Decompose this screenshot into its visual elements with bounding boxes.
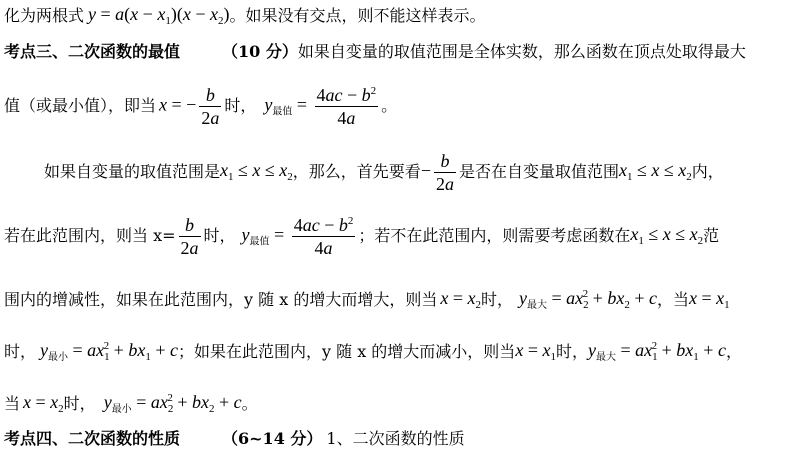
text: 是否在自变量取值范围 — [458, 162, 619, 181]
formula-vertex: $\frac{b}{2a}$ — [180, 214, 199, 258]
formula-x-eq-x1: $x = x_1$ — [688, 288, 730, 311]
text: 。 — [381, 96, 398, 115]
line-4 — [44, 146, 724, 198]
text: 如果自变量的取值范围是全体实数，那么函数在顶点处取得最大 — [297, 42, 746, 61]
line-1 — [4, 4, 486, 28]
text: 。如果没有交点，则不能这样表示。 — [229, 6, 486, 25]
text: 时， — [4, 342, 37, 361]
section-score-3: （10 分） — [222, 42, 298, 61]
formula-two-roots: $y = a(x - x_1)(x - x_2)$ — [88, 4, 230, 27]
formula-y-min-x1: $y_{最小} = ax_1^2 + bx_1 + c$ — [40, 340, 178, 363]
line-3 — [4, 80, 397, 132]
text: ；若不在此范围内，则需要考虑函数在 — [358, 226, 631, 245]
text: 若在此范围内，则当 x= — [4, 226, 176, 245]
formula-range: $x_1 \le x \le x_2$ — [220, 160, 293, 183]
formula-y-min-x2: $y_{最小} = ax_2^2 + bx_2 + c$ — [103, 392, 242, 415]
text: 。 — [241, 394, 258, 413]
formula-extreme-value: $y_{最值}$ = $\frac{4ac - b^2}{4a}$ — [241, 214, 354, 258]
formula-x-eq-x2: $x = x_2$ — [23, 392, 64, 415]
text: ，当 — [656, 290, 689, 309]
formula-x-eq-x1: $x = x_1$ — [515, 340, 556, 363]
line-6 — [4, 288, 730, 312]
text: 时， — [203, 226, 236, 245]
text: ，那么，首先要看 — [292, 162, 421, 181]
text: 值（或最小值），即当 — [4, 96, 157, 115]
text: 当 — [4, 394, 21, 413]
text: 如果自变量的取值范围是 — [44, 162, 221, 181]
line-5 — [4, 210, 719, 262]
text: ， — [725, 342, 742, 361]
subsection-title: 1、二次函数的性质 — [326, 429, 465, 448]
line-7 — [4, 340, 742, 364]
formula-vertex-x: x = − $\frac{b}{2a}$ — [159, 84, 220, 128]
text: 围内的增减性，如果在此范围内，y 随 x 的增大而增大，则当 — [4, 290, 438, 309]
section-score-4: （6~14 分） — [222, 429, 323, 448]
formula-x-eq-x2: $x = x_2$ — [440, 288, 481, 311]
text: ；如果在此范围内，y 随 x 的增大而减小，则当 — [177, 342, 516, 361]
text: 范 — [703, 226, 720, 245]
line-8 — [4, 392, 258, 416]
text: 化为两根式 — [4, 6, 85, 25]
text: 时， — [63, 394, 96, 413]
text: 时， — [555, 342, 588, 361]
text: 内， — [691, 162, 724, 181]
text: 时， — [224, 96, 257, 115]
section-heading-3: 考点三、二次函数的最值 — [4, 42, 181, 61]
section-heading-4: 考点四、二次函数的性质 — [4, 429, 181, 448]
formula-range: $x_1 \le x \le x_2$ — [630, 224, 704, 247]
formula-extreme-value: $y_{最值}$ = $\frac{4ac - b^2}{4a}$ — [264, 84, 377, 128]
formula-y-max-x1: $y_{最大} = ax_1^2 + bx_1 + c$ — [587, 340, 726, 363]
line-2 — [4, 40, 746, 64]
formula-vertex: − $\frac{b}{2a}$ — [420, 150, 454, 194]
text: 时， — [480, 290, 513, 309]
formula-y-max-x2: $y_{最大} = ax_2^2 + bx_2 + c$ — [519, 288, 657, 311]
line-9 — [4, 428, 465, 450]
formula-range: $x_1 \le x \le x_2$ — [618, 160, 692, 183]
